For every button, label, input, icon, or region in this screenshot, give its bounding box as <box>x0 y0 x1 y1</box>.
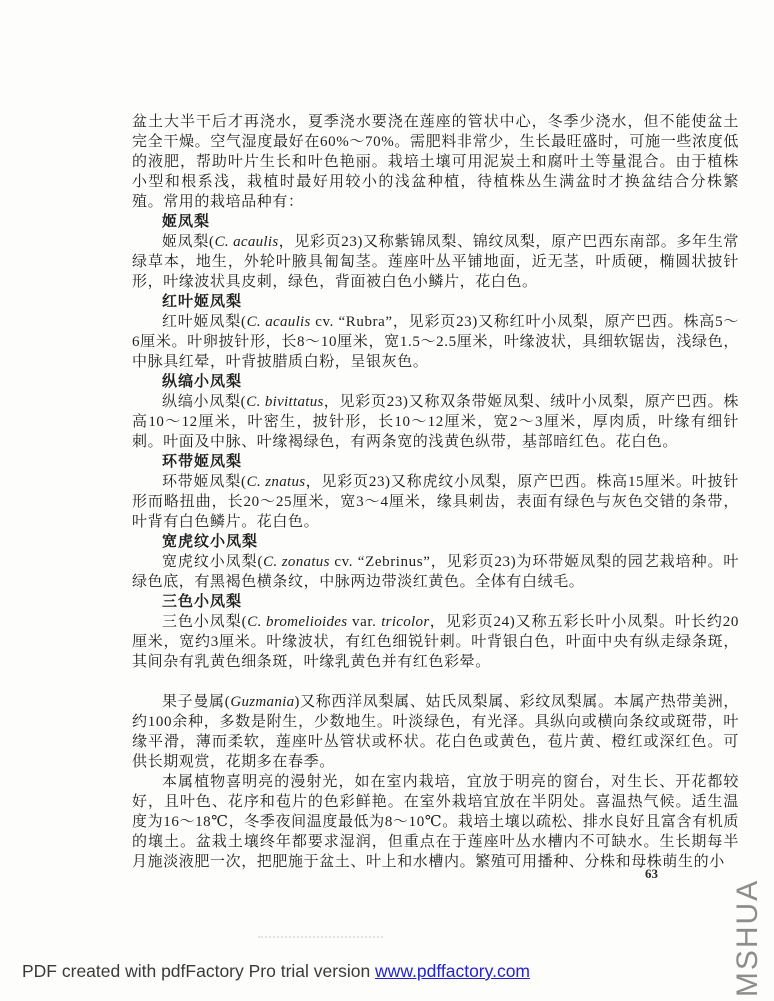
species-4-heading: 环带姬凤梨 <box>162 454 243 470</box>
species-4-paragraph <box>132 472 739 532</box>
pdffactory-link[interactable]: www.pdffactory.com <box>375 961 531 981</box>
species-2-text: 红叶姬凤梨( <box>162 314 247 330</box>
page-content <box>132 112 739 872</box>
page-number: 63 <box>645 866 658 881</box>
species-3-text: 纵缟小凤梨( <box>162 394 247 410</box>
species-4-text: 环带姬凤梨( <box>162 474 247 490</box>
species-6-heading: 三色小凤梨 <box>162 594 243 610</box>
species-6-text: 三色小凤梨( <box>162 614 248 630</box>
species-5-paragraph <box>132 552 739 592</box>
species-1-text: ，见彩页23)又称紫锦凤梨、锦纹凤梨，原产巴西东南部。多年生常绿草本，地生，外轮叶腋具匍匐茎。莲座叶丛平铺地面，近无茎，叶质硬，椭圆状披针形，叶缘波状具皮刺，绿色，背面被白色小鳞片，花白色。 <box>132 234 739 290</box>
mshua-watermark: MSHUA <box>731 878 764 998</box>
genus-latin-name: Guzmania <box>230 694 295 710</box>
species-6-latin-variety: tricolor <box>381 614 430 630</box>
species-3-heading: 纵缟小凤梨 <box>162 374 243 390</box>
species-2-latin-name: C. acaulis <box>246 314 311 330</box>
genus-care-paragraph: 本属植物喜明亮的漫射光，如在室内栽培，宜放于明亮的窗台，对生长、开花都较好，且叶色、花序和苞片的色彩鲜艳。在室外栽培宜放在半阴处。喜温热气候。适生温度为16～18℃，冬季夜间温度最低为8～10℃。栽培土壤以疏松、排水良好且富含有机质的壤土。盆栽土壤终年都要求湿润，但重点在于莲座叶丛水槽内不可缺水。生长期每半月施淡液肥一次，把肥施于盆土、叶上和水槽内。繁殖可用播种、分株和母株萌生的小 <box>132 774 739 870</box>
species-1-heading: 姬凤梨 <box>162 214 211 230</box>
genus-text: 果子曼属( <box>162 694 231 710</box>
species-6-text: var. <box>347 614 382 630</box>
species-1-text: 姬凤梨( <box>162 234 215 250</box>
species-2-heading: 红叶姬凤梨 <box>162 294 243 310</box>
species-5-text: 宽虎纹小凤梨( <box>162 554 264 570</box>
species-5-heading: 宽虎纹小凤梨 <box>162 534 259 550</box>
species-2-paragraph <box>132 312 739 372</box>
species-2-text: cv. “Rubra”，见彩页23)又称红叶小凤梨，原产巴西。株高5～6厘米。叶卵披针形，长8～10厘米，宽1.5～2.5厘米，叶缘波状，具细软锯齿，浅绿色，中脉具红晕，叶背披腊质白粉，呈银灰色。 <box>132 314 739 370</box>
species-6-paragraph <box>132 612 739 672</box>
footer-text: PDF created with pdfFactory Pro trial version <box>22 961 376 981</box>
species-1-paragraph <box>132 232 739 292</box>
species-3-paragraph <box>132 392 739 452</box>
species-4-text: ，见彩页23)又称虎纹小凤梨，原产巴西。株高15厘米。叶披针形而略扭曲，长20～25厘米，宽3～4厘米，缘具刺齿，表面有绿色与灰色交错的条带，叶背有白色鳞片。花白色。 <box>132 474 739 530</box>
genus-text: )又称西洋凤梨属、姑氏凤梨属、彩纹凤梨属。本属产热带美洲，约100余种，多数是附生，少数地生。叶淡绿色，有光泽。具纵向或横向条纹或斑带，叶缘平滑，薄而柔软，莲座叶丛管状或杯状。花白色或黄色，苞片黄、橙红或深红色。可供长期观赏，花期多在春季。 <box>132 694 739 770</box>
species-4-latin-name: C. znatus <box>246 474 306 490</box>
species-5-latin-name: C. zonatus <box>263 554 330 570</box>
species-3-latin-name: C. bivittatus <box>246 394 324 410</box>
genus-paragraph <box>132 692 739 772</box>
intro-paragraph: 盆土大半干后才再浇水，夏季浇水要浇在莲座的管状中心，冬季少浇水，但不能使盆土完全干燥。空气湿度最好在60%～70%。需肥料非常少，生长最旺盛时，可施一些浓度低的液肥，帮助叶片生长和叶色艳丽。栽培土壤可用泥炭土和腐叶土等量混合。由于植株小型和根系浅，栽植时最好用较小的浅盆种植，待植株丛生满盆时才换盆结合分株繁殖。常用的栽培品种有： <box>132 114 739 210</box>
species-5-text: cv. “Zebrinus”，见彩页23)为环带姬凤梨的园艺栽培种。叶绿色底，有黑褐色横条纹，中脉两边带淡红黄色。全体有白绒毛。 <box>132 554 739 590</box>
species-6-text: ，见彩页24)又称五彩长叶小凤梨。叶长约20厘米，宽约3厘米。叶缘波状，有红色细锐针刺。叶背银白色，叶面中央有纵走绿条斑，其间杂有乳黄色细条斑，叶缘乳黄色并有红色彩晕。 <box>132 614 739 670</box>
species-1-latin-name: C. acaulis <box>214 234 279 250</box>
pdf-footer <box>22 961 530 982</box>
scan-artifact-dots <box>258 936 383 938</box>
species-6-latin-name: C. bromelioides <box>247 614 348 630</box>
species-3-text: ，见彩页23)又称双条带姬凤梨、绒叶小凤梨，原产巴西。株高10～12厘米，叶密生，披针形，长10～12厘米，宽2～3厘米，厚肉质，叶缘有细针刺。叶面及中脉、叶缘褐绿色，有两条宽的浅黄色纵带，基部暗红色。花白色。 <box>132 394 739 450</box>
